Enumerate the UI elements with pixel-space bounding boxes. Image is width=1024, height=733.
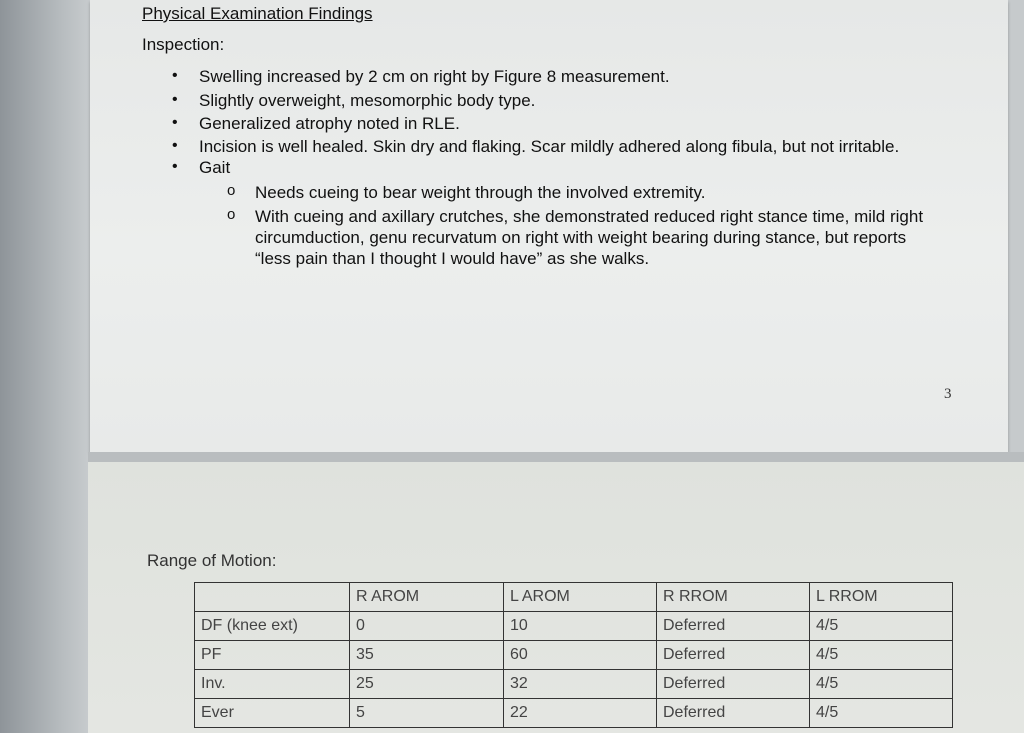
table-cell: 0	[350, 612, 504, 641]
table-cell: 25	[350, 670, 504, 699]
table-cell: Deferred	[657, 699, 810, 728]
gait-item: With cueing and axillary crutches, she demonstrated reduced right stance time, mild right circumduction, genu recurvatum on right with weight bearing during stance, but reports “less pain than I thought I would have” as she walks.	[255, 207, 924, 268]
table-cell: Inv.	[195, 670, 350, 699]
gait-item: Needs cueing to bear weight through the involved extremity.	[255, 183, 706, 202]
table-cell: 35	[350, 641, 504, 670]
table-cell: Deferred	[657, 641, 810, 670]
header-cell: R RROM	[657, 583, 810, 612]
table-cell: 60	[504, 641, 657, 670]
bullet-marker: •	[172, 91, 178, 108]
bullet-item: Gait	[199, 158, 231, 177]
table-cell: DF (knee ext)	[195, 612, 350, 641]
header-cell: L RROM	[810, 583, 953, 612]
table-cell: 32	[504, 670, 657, 699]
table-cell: 4/5	[810, 612, 953, 641]
header-cell: L AROM	[504, 583, 657, 612]
inspection-subheading: Inspection:	[142, 35, 225, 54]
table-cell: Deferred	[657, 612, 810, 641]
table-cell: 5	[350, 699, 504, 728]
bullet-marker: •	[172, 114, 178, 131]
bullet-marker: •	[172, 158, 178, 175]
bullet-marker: •	[172, 137, 178, 154]
table-cell: 4/5	[810, 670, 953, 699]
bullet-item: Generalized atrophy noted in RLE.	[199, 114, 460, 133]
page-gap	[88, 452, 1024, 462]
section-heading: Physical Examination Findings	[142, 4, 373, 23]
header-cell: R AROM	[350, 583, 504, 612]
bullet-marker: •	[172, 67, 178, 84]
table-row	[195, 641, 953, 670]
sub-bullet-marker: o	[227, 206, 236, 223]
bullet-item: Incision is well healed. Skin dry and flaking. Scar mildly adhered along fibula, but not irritable.	[199, 137, 900, 156]
table-cell: Deferred	[657, 670, 810, 699]
table-cell: 4/5	[810, 699, 953, 728]
table-row	[195, 699, 953, 728]
table-row	[195, 612, 953, 641]
page-number: 3	[944, 386, 952, 402]
table-row	[195, 670, 953, 699]
header-cell	[195, 583, 350, 612]
table-cell: 4/5	[810, 641, 953, 670]
table-cell: 10	[504, 612, 657, 641]
rom-table	[194, 582, 953, 728]
table-cell: 22	[504, 699, 657, 728]
table-header-row	[195, 583, 953, 612]
bullet-item: Swelling increased by 2 cm on right by Figure 8 measurement.	[199, 67, 670, 86]
bullet-item: Slightly overweight, mesomorphic body type.	[199, 91, 536, 110]
table-cell: Ever	[195, 699, 350, 728]
sub-bullet-marker: o	[227, 182, 236, 199]
table-cell: PF	[195, 641, 350, 670]
rom-section-label: Range of Motion:	[147, 551, 277, 570]
